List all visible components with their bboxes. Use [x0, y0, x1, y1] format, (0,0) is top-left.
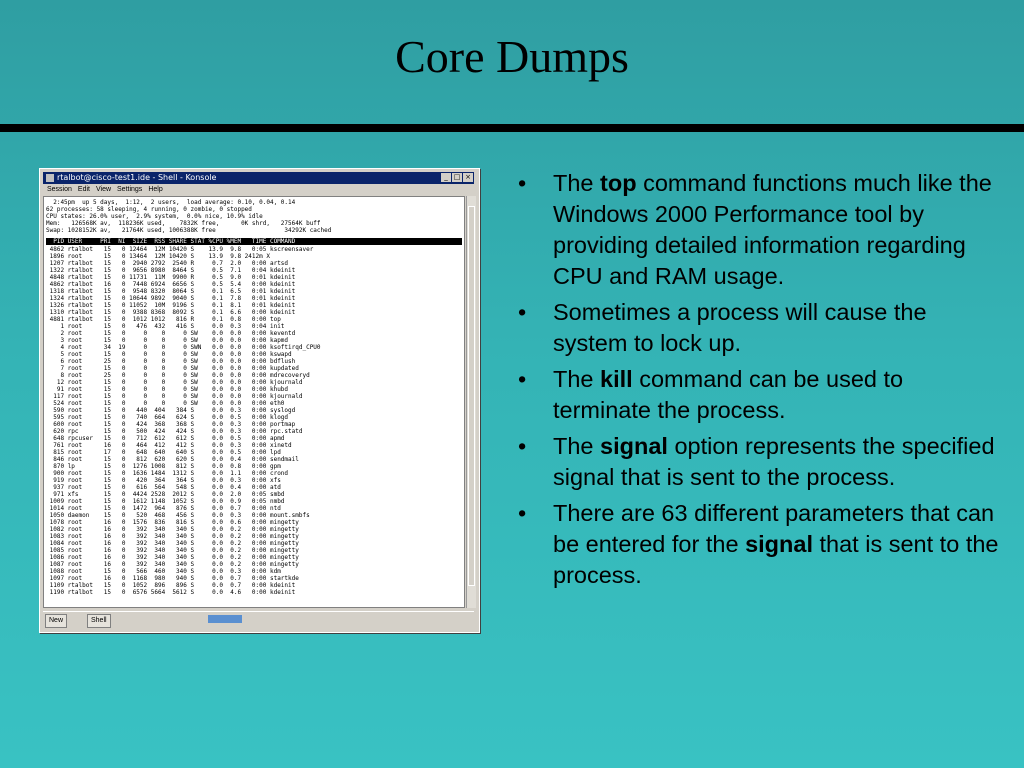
process-row: 1318 rtalbot 15 0 9548 8320 8064 S 0.1 6.5 0:01 kdeinit	[46, 288, 296, 295]
process-table-body	[46, 246, 462, 596]
process-row: 1322 rtalbot 15 0 9656 8980 8464 S 0.5 7.1 0:04 kdeinit	[46, 267, 296, 274]
process-row: 4881 rtalbot 15 0 1012 1012 816 R 0.1 0.8 0:00 top	[46, 316, 281, 323]
process-row: 6 root 25 0 0 0 0 SW 0.0 0.0 0:00 bdflush	[46, 358, 296, 365]
process-row: 1207 rtalbot 15 0 2940 2792 2540 R 0.7 2.0 0:00 artsd	[46, 260, 289, 267]
top-summary-line: Swap: 1028152K av, 21764K used, 1006388K free 34292K cached	[46, 227, 332, 234]
top-summary-line: 62 processes: 58 sleeping, 4 running, 0 zombie, 0 stopped	[46, 206, 252, 213]
process-row: 1326 rtalbot 15 0 11052 10M 9196 S 0.1 8.1 0:01 kdeinit	[46, 302, 296, 309]
screenshot-titlebar	[43, 172, 474, 184]
process-row: 1084 root 16 0 392 340 340 S 0.0 0.2 0:00 mingetty	[46, 540, 299, 547]
process-row: 5 root 15 0 0 0 0 SW 0.0 0.0 0:00 kswapd	[46, 351, 292, 358]
process-row: 1050 daemon 15 0 520 468 456 S 0.0 0.3 0:00 mount.smbfs	[46, 512, 310, 519]
tab-new: New	[45, 614, 67, 628]
process-row: 524 root 15 0 0 0 0 SW 0.0 0.0 0:00 eth0	[46, 400, 285, 407]
process-row: 1083 root 16 0 392 340 340 S 0.0 0.2 0:00 mingetty	[46, 533, 299, 540]
process-row: 1014 root 15 0 1472 964 876 S 0.0 0.7 0:00 ntd	[46, 505, 281, 512]
title-divider	[0, 124, 1024, 132]
bullet-item: • The top command functions much like the Windows 2000 Performance tool by providing detailed information regarding CPU and RAM usage.	[510, 168, 1000, 292]
top-summary-line: 2:45pm up 5 days, 1:12, 2 users, load average: 0.10, 0.04, 0.14	[46, 199, 296, 206]
process-row: 1088 root 15 0 566 460 340 S 0.0 0.3 0:00 kdm	[46, 568, 281, 575]
process-row: 117 root 15 0 0 0 0 SW 0.0 0.0 0:00 kjournald	[46, 393, 303, 400]
process-row: 2 root 15 0 0 0 0 SW 0.0 0.0 0:00 keventd	[46, 330, 296, 337]
process-row: 937 root 15 0 616 564 548 S 0.0 0.4 0:00 atd	[46, 484, 281, 491]
process-row: 1078 root 16 0 1576 836 816 S 0.0 0.6 0:00 mingetty	[46, 519, 299, 526]
bullet-item: • The signal option represents the specified signal that is sent to the process.	[510, 431, 1000, 493]
terminal-output	[43, 196, 465, 608]
process-row: 3 root 15 0 0 0 0 SW 0.0 0.0 0:00 kapmd	[46, 337, 289, 344]
process-row: 900 root 15 0 1636 1484 1312 S 0.0 1.1 0:00 crond	[46, 470, 289, 477]
menu-view: View	[95, 186, 112, 193]
process-row: 12 root 15 0 0 0 0 SW 0.0 0.0 0:00 kjournald	[46, 379, 303, 386]
maximize-icon: □	[453, 173, 461, 181]
close-icon: ×	[463, 173, 473, 182]
process-row: 815 root 17 0 648 640 640 S 0.0 0.5 0:00 lpd	[46, 449, 281, 456]
process-row: 648 rpcuser 15 0 712 612 612 S 0.0 0.5 0:00 apmd	[46, 435, 285, 442]
process-row: 1086 root 16 0 392 340 340 S 0.0 0.2 0:00 mingetty	[46, 554, 299, 561]
process-row: 600 root 15 0 424 368 368 S 0.0 0.3 0:00 portmap	[46, 421, 296, 428]
process-row: 620 rpc 15 0 500 424 424 S 0.0 0.3 0:00 rpc.statd	[46, 428, 303, 435]
process-row: 1082 root 16 0 392 340 340 S 0.0 0.2 0:00 mingetty	[46, 526, 299, 533]
process-row: 1310 rtalbot 15 0 9388 8368 8092 S 0.1 6.6 0:00 kdeinit	[46, 309, 296, 316]
process-row: 761 root 16 0 464 412 412 S 0.0 0.3 0:00 xinetd	[46, 442, 292, 449]
process-row: 1324 rtalbot 15 0 10644 9892 9040 S 0.1 7.8 0:01 kdeinit	[46, 295, 296, 302]
bullet-item: • There are 63 different parameters that can be entered for the signal that is sent to the process.	[510, 498, 1000, 591]
process-row: 91 root 15 0 0 0 0 SW 0.0 0.0 0:00 khubd	[46, 386, 289, 393]
process-row: 4862 rtalbot 16 0 7448 6924 6656 S 0.5 5.4 0:00 kdeinit	[46, 281, 296, 288]
process-table-header: PID USER PRI NI SIZE RSS SHARE STAT %CPU %MEM TIME COMMAND	[46, 238, 462, 245]
top-summary-line: Mem: 126568K av, 118236K used, 7832K free, 0K shrd, 27564K buff	[46, 220, 321, 227]
tab-shell: Shell	[87, 614, 111, 628]
process-row: 4848 rtalbot 15 0 11731 11M 9900 R 0.5 9.0 0:01 kdeinit	[46, 274, 296, 281]
process-row: 1896 root 15 0 13464 12M 10420 S 13.9 9.8 2412m X	[46, 253, 270, 260]
menu-session: Session	[47, 186, 72, 193]
slide-title: Core Dumps	[395, 31, 629, 82]
menu-help: Help	[148, 186, 163, 193]
taskbar-indicator	[208, 615, 242, 623]
top-summary-line: CPU states: 26.0% user, 2.9% system, 0.0% nice, 10.9% idle	[46, 213, 263, 220]
menu-settings: Settings	[117, 186, 143, 193]
konsole-icon	[46, 174, 54, 182]
terminal-screenshot	[39, 168, 480, 633]
process-row: 4862 rtalbot 15 0 12464 12M 10420 S 13.9 9.8 0:05 kscreensaver	[46, 246, 314, 253]
process-row: 1109 rtalbot 15 0 1052 896 896 S 0.0 0.7 0:00 kdeinit	[46, 582, 296, 589]
process-row: 1 root 15 0 476 432 416 S 0.0 0.3 0:04 init	[46, 323, 285, 330]
screenshot-scrollbar	[466, 196, 476, 608]
process-row: 919 root 15 0 420 364 364 S 0.0 0.3 0:00 xfs	[46, 477, 281, 484]
process-row: 4 root 34 19 0 0 0 SWN 0.0 0.0 0:00 ksoftirqd_CPU0	[46, 344, 321, 351]
process-row: 870 lp 15 0 1276 1008 812 S 0.0 0.8 0:00 gpm	[46, 463, 281, 470]
process-row: 971 xfs 15 0 4424 2528 2012 S 0.0 2.0 0:05 smbd	[46, 491, 285, 498]
bullet-item: • The kill command can be used to terminate the process.	[510, 364, 1000, 426]
minimize-icon: _	[441, 173, 451, 182]
process-row: 7 root 15 0 0 0 0 SW 0.0 0.0 0:00 kupdated	[46, 365, 299, 372]
bullet-item: • Sometimes a process will cause the system to lock up.	[510, 297, 1000, 359]
process-row: 1009 root 15 0 1612 1148 1052 S 0.0 0.9 0:05 nmbd	[46, 498, 285, 505]
process-row: 8 root 25 0 0 0 0 SW 0.0 0.0 0:00 mdrecoveryd	[46, 372, 310, 379]
process-row: 1085 root 16 0 392 340 340 S 0.0 0.2 0:00 mingetty	[46, 547, 299, 554]
process-row: 846 root 15 0 812 620 620 S 0.0 0.4 0:00 sendmail	[46, 456, 299, 463]
menu-edit: Edit	[77, 186, 90, 193]
process-row: 595 root 15 0 740 664 624 S 0.0 0.5 0:00 klogd	[46, 414, 289, 421]
screenshot-menubar	[43, 185, 474, 195]
process-row: 590 root 15 0 440 404 384 S 0.0 0.3 0:00 syslogd	[46, 407, 296, 414]
process-row: 1087 root 16 0 392 340 340 S 0.0 0.2 0:00 mingetty	[46, 561, 299, 568]
screenshot-taskbar	[43, 611, 474, 628]
process-row: 1190 rtalbot 15 0 6576 5664 5612 S 0.0 4.6 0:00 kdeinit	[46, 589, 296, 596]
process-row: 1097 root 16 0 1168 980 940 S 0.0 0.7 0:00 startkde	[46, 575, 299, 582]
screenshot-window-title: rtalbot@cisco-test1.ide - Shell - Konsole	[57, 173, 217, 182]
bullet-list	[510, 168, 1000, 596]
